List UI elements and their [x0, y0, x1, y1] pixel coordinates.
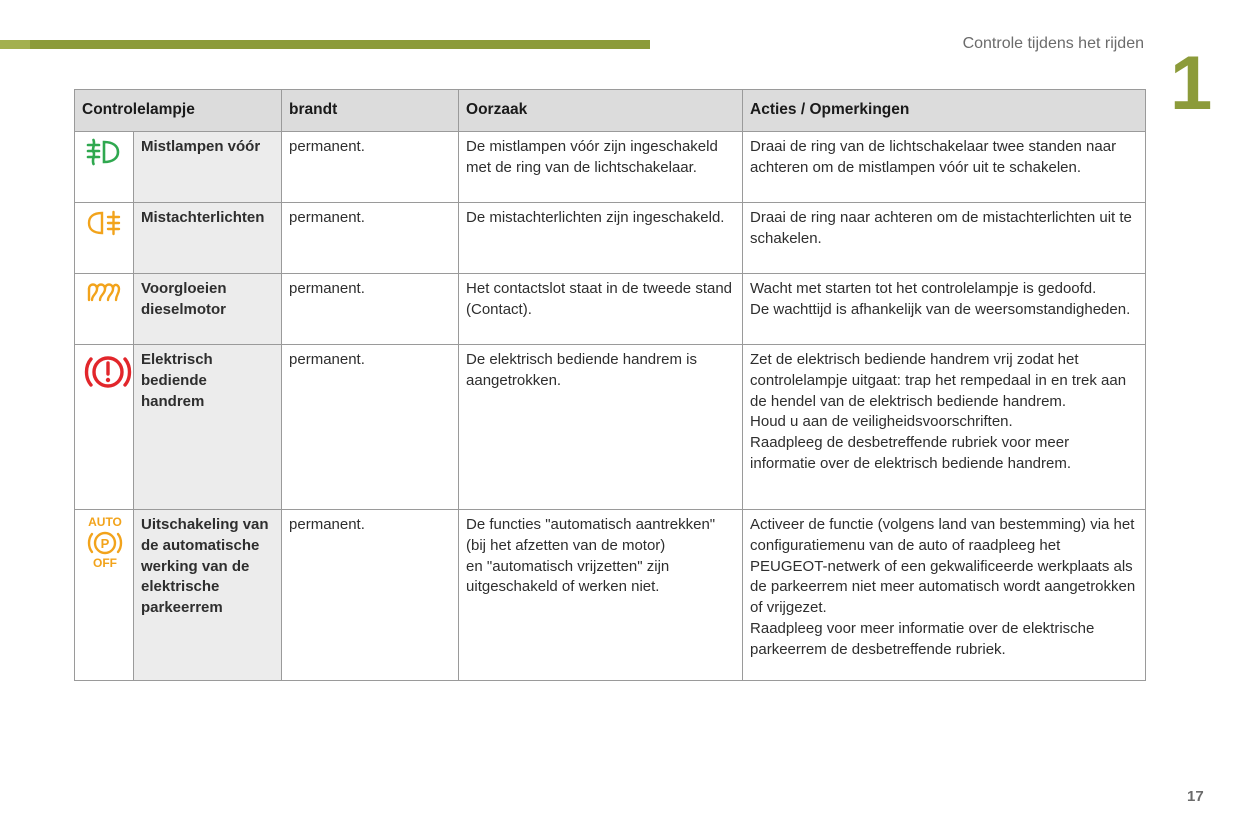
lamp-name: Uitschakeling van de automatische werking van de elektrische parkeerrem	[134, 510, 282, 681]
lamp-cause: De mistlampen vóór zijn ingeschakeld met de ring van de lichtschakelaar.	[459, 132, 743, 203]
header-accent-bar-start	[0, 40, 30, 49]
lamp-action: Draai de ring van de lichtschakelaar twee standen naar achteren om de mistlampen vóór uit te schakelen.	[743, 132, 1146, 203]
icon-cell	[75, 510, 134, 681]
table-row	[75, 203, 1146, 274]
lamp-name: Voorgloeien dieselmotor	[134, 274, 282, 345]
table-row	[75, 274, 1146, 345]
electric-parking-brake-icon	[82, 350, 134, 401]
header-oorzaak: Oorzaak	[459, 90, 743, 132]
lamp-action: Activeer de functie (volgens land van bestemming) via het configuratiemenu van de auto of raadpleeg het PEUGEOT-netwerk of een gekwalificeerde werkplaats als de parkeerrem niet meer automatisch wordt aangetrokken of vrijgezet. Raadpleeg voor meer informatie over de elektrische parkeerrem de desbetreffende rubriek.	[743, 510, 1146, 681]
icon-cell	[75, 132, 134, 203]
lamp-cause: De mistachterlichten zijn ingeschakeld.	[459, 203, 743, 274]
auto-parking-brake-off-icon	[82, 515, 128, 578]
lamp-status: permanent.	[282, 345, 459, 510]
warning-lamps-table	[74, 89, 1146, 681]
lamp-name: Mistlampen vóór	[134, 132, 282, 203]
lamp-cause: De elektrisch bediende handrem is aangetrokken.	[459, 345, 743, 510]
lamp-cause: Het contactslot staat in de tweede stand (Contact).	[459, 274, 743, 345]
table-row	[75, 132, 1146, 203]
lamp-action: Draai de ring naar achteren om de mistachterlichten uit te schakelen.	[743, 203, 1146, 274]
rear-fog-lamp-icon	[85, 208, 123, 245]
chapter-number: 1	[1170, 41, 1213, 126]
section-title: Controle tijdens het rijden	[962, 35, 1144, 52]
table-row	[75, 510, 1146, 681]
page-number: 17	[1187, 788, 1204, 805]
icon-off-label: OFF	[93, 556, 117, 570]
table-header-row	[75, 90, 1146, 132]
icon-auto-label: AUTO	[88, 515, 122, 529]
icon-cell	[75, 274, 134, 345]
lamp-action: Zet de elektrisch bediende handrem vrij zodat het controlelampje uitgaat: trap het rempedaal in en trek aan de hendel van de elektrisch bediende handrem. Houd u aan de veiligheidsvoorschriften. Raadpleeg de desbetreffende rubriek voor meer informatie over de elektrisch bediende handrem.	[743, 345, 1146, 510]
lamp-status: permanent.	[282, 274, 459, 345]
icon-cell	[75, 345, 134, 510]
header-controlelampje: Controlelampje	[75, 90, 282, 132]
table-row	[75, 345, 1146, 510]
lamp-status: permanent.	[282, 510, 459, 681]
lamp-status: permanent.	[282, 203, 459, 274]
lamp-name: Elektrisch bediende handrem	[134, 345, 282, 510]
icon-p-label: P	[100, 536, 110, 551]
lamp-action: Wacht met starten tot het controlelampje is gedoofd. De wachttijd is afhankelijk van de weersomstandigheden.	[743, 274, 1146, 345]
header-acties: Acties / Opmerkingen	[743, 90, 1146, 132]
glow-plug-icon	[85, 279, 123, 316]
header-accent-bar	[0, 40, 650, 49]
lamp-status: permanent.	[282, 132, 459, 203]
header-brandt: brandt	[282, 90, 459, 132]
lamp-cause: De functies "automatisch aantrekken" (bij het afzetten van de motor) en "automatisch vrijzetten" zijn uitgeschakeld of werken niet.	[459, 510, 743, 681]
icon-cell	[75, 203, 134, 274]
front-fog-lamp-icon	[85, 137, 123, 174]
lamp-name: Mistachterlichten	[134, 203, 282, 274]
